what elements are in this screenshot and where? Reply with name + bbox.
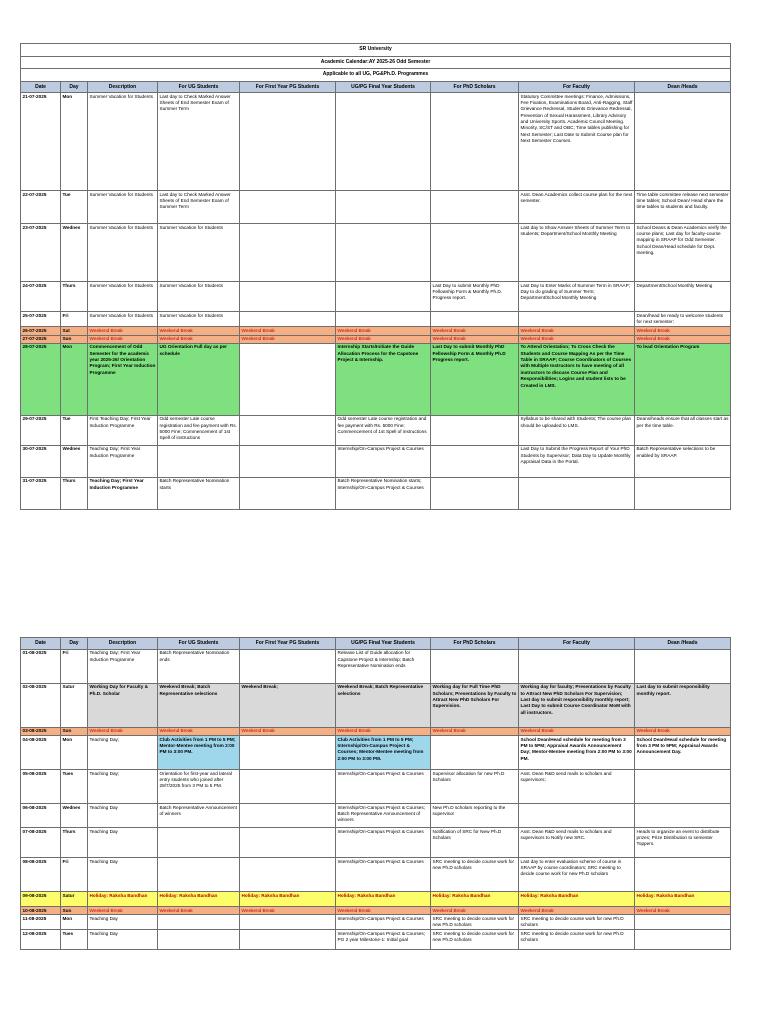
cell-final-year: Internship/On-Campus Project & Courses <box>336 915 431 930</box>
cell-ug: Club Activities from 1 PM to 5 PM; Mentor-Mentee meeting from 2:00 PM to 3:00 PM. <box>158 736 240 770</box>
cell-pg1: Weekend Break <box>240 335 336 343</box>
calendar-table-july <box>20 43 731 510</box>
cell-pg1 <box>240 770 336 804</box>
cell-pg1 <box>240 477 336 509</box>
cell-final-year: Internship/On-Campus Project & Courses; Batch Representative Announcement of winners <box>336 804 431 828</box>
cell-final-year: Weekend Break; Batch Representative selections <box>336 683 431 727</box>
table-row <box>21 727 731 735</box>
col-header-ug: For UG Students <box>158 81 240 93</box>
cell-description: Weekend Break <box>88 327 158 335</box>
table-row <box>21 915 731 930</box>
table-row <box>21 770 731 804</box>
cell-date: 06-08-2025 <box>21 804 61 828</box>
cell-faculty <box>519 312 635 327</box>
cell-date: 26-07-2025 <box>21 327 61 335</box>
col-header-dean: Dean /Heads <box>635 81 731 93</box>
table-row <box>21 415 731 445</box>
cell-ug: Batch Representative Announcement of winners <box>158 804 240 828</box>
cell-phd: SRC meeting to decide course work for new Ph.D scholars <box>431 858 519 892</box>
cell-day: Satur <box>61 683 88 727</box>
col-header-pg1: For First Year PG Students <box>240 81 336 93</box>
cell-dean: Last day to submit responsibility monthly report. <box>635 683 731 727</box>
cell-description: Holiday: Raksha Bandhan <box>88 892 158 907</box>
col-header-final-year: UG/PG Final Year Students <box>336 81 431 93</box>
cell-faculty: Weekend Break <box>519 907 635 915</box>
cell-description: Weekend Break <box>88 907 158 915</box>
cell-phd <box>431 445 519 477</box>
cell-day: Wednes <box>61 445 88 477</box>
cell-dean <box>635 477 731 509</box>
cell-final-year: Club Activities from 1 PM to 5 PM; Internship/On-Campus Project & Courses; Mentor-Mentee meeting from 2:00 PM to 3:00 PM. <box>336 736 431 770</box>
cell-phd: Weekend Break <box>431 727 519 735</box>
cell-day: Tue <box>61 191 88 224</box>
cell-ug: Orientation for first-year and lateral entry students who joined after 28/7/2025 from 3 PM to 5 PM. <box>158 770 240 804</box>
cell-description: Teaching Day <box>88 858 158 892</box>
cell-date: 02-08-2025 <box>21 683 61 727</box>
col-header-final-year: UG/PG Final Year Students <box>336 638 431 650</box>
cell-faculty: Weekend Break <box>519 327 635 335</box>
col-header-date: Date <box>21 81 61 93</box>
cell-pg1: Weekend Break <box>240 327 336 335</box>
university-name: SR University <box>21 44 731 57</box>
cell-final-year <box>336 191 431 224</box>
cell-pg1 <box>240 915 336 930</box>
cell-phd <box>431 93 519 191</box>
cell-description: Teaching Day; <box>88 770 158 804</box>
cell-date: 05-08-2025 <box>21 770 61 804</box>
cell-date: 29-07-2025 <box>21 415 61 445</box>
cell-final-year: Odd semester Late course registration and fee payment with Rs. 5000 Fine; Commencement of 1st Spell of instructions <box>336 415 431 445</box>
cell-dean <box>635 930 731 950</box>
calendar-title: Academic Calendar:AY 2025-26 Odd Semester <box>21 56 731 69</box>
cell-dean: Weekend Break <box>635 907 731 915</box>
cell-date: 07-08-2025 <box>21 828 61 858</box>
cell-phd: Last Day to submit Monthly PhD Fellowship Form & Monthly Ph.D Progress report. <box>431 343 519 415</box>
cell-day: Mon <box>61 915 88 930</box>
cell-description: Teaching Day; First Year Induction Programme <box>88 445 158 477</box>
col-header-dean: Dean /Heads <box>635 638 731 650</box>
cell-faculty: Last day to enter evaluation scheme of course in SRAAP by course coordinators; SRC meeting to decide course work for new Ph.D scholars <box>519 858 635 892</box>
cell-phd <box>431 477 519 509</box>
cell-faculty: Asst. Dean R&D send mails to scholars and supervisors; <box>519 770 635 804</box>
cell-ug: Batch Representative Nomination starts <box>158 477 240 509</box>
cell-description: Summer Vacation for Students <box>88 93 158 191</box>
cell-final-year: Weekend Break <box>336 327 431 335</box>
cell-phd <box>431 415 519 445</box>
cell-pg1: Weekend Break <box>240 907 336 915</box>
cell-ug: UG Orientation Full day as per schedule <box>158 343 240 415</box>
cell-dean: Heads to organize an event to distribute prizes; Prize Distribution to semester Toppers. <box>635 828 731 858</box>
cell-final-year <box>336 93 431 191</box>
table-row <box>21 93 731 191</box>
cell-pg1 <box>240 858 336 892</box>
cell-final-year: Internship Starts/Initiate the Guide Allocation Process for the Capstone Project & Internship. <box>336 343 431 415</box>
cell-description: Teaching Day; First Year Induction Programme <box>88 477 158 509</box>
cell-ug: Summer Vacation for Students <box>158 224 240 282</box>
cell-dean <box>635 804 731 828</box>
cell-dean: Deans/heads ensure that all classes start as per the time table. <box>635 415 731 445</box>
cell-dean <box>635 93 731 191</box>
table-row <box>21 335 731 343</box>
cell-day: Mon <box>61 343 88 415</box>
cell-day: Fri <box>61 858 88 892</box>
header-row <box>21 638 731 650</box>
cell-dean: Time table committee release next semester time tables; School Dean/ Head share the time tables to students and faculty. <box>635 191 731 224</box>
cell-day: Tues <box>61 930 88 950</box>
cell-day: Thurs <box>61 828 88 858</box>
cell-ug: Batch Representative Nomination ends <box>158 649 240 683</box>
cell-ug: Last day to Check Marked Answer Sheets of End Semester Exam of Summer Term <box>158 191 240 224</box>
cell-date: 27-07-2025 <box>21 335 61 343</box>
cell-final-year <box>336 224 431 282</box>
cell-faculty: Asst. Dean R&D send mails to scholars and supervisors to Notify new SRC. <box>519 828 635 858</box>
cell-phd <box>431 191 519 224</box>
cell-dean <box>635 915 731 930</box>
cell-dean <box>635 858 731 892</box>
cell-faculty: Syllabus to be shared with Students; The course plan should be uploaded to LMS. <box>519 415 635 445</box>
cell-dean: Batch Representative selections to be enabled by SRAAP. <box>635 445 731 477</box>
calendar-table-august <box>20 637 731 950</box>
cell-day: Tues <box>61 770 88 804</box>
cell-faculty: Weekend Break <box>519 335 635 343</box>
cell-pg1 <box>240 282 336 312</box>
col-header-date: Date <box>21 638 61 650</box>
col-header-day: Day <box>61 638 88 650</box>
cell-faculty: Statutory Committee meetings: Finance, Admissions, Fee Fixation, Examinations Board, Anti-Ragging, Staff Grievance Redressal, Students Grievance Redressal, Prevention of Sexual Harassment, Library Advisory and University Sports. Academic Council Meeting. Minority, SC/ST and OBC; Time tables publishing for Next Semester; Last Date to Submit Course plan for Next Semester Courses. <box>519 93 635 191</box>
cell-day: Fri <box>61 649 88 683</box>
cell-day: Sun <box>61 907 88 915</box>
cell-ug: Odd semester Late course registration and fee payment with Rs. 5000 Fine; Commencement of 1st Spell of instructions <box>158 415 240 445</box>
cell-date: 09-08-2025 <box>21 892 61 907</box>
cell-phd: Supervisor allocation for new Ph.D Scholars <box>431 770 519 804</box>
table-row <box>21 312 731 327</box>
cell-ug: Last day to Check Marked Answer Sheets of End Semester Exam of Summer Term <box>158 93 240 191</box>
cell-pg1 <box>240 415 336 445</box>
cell-ug <box>158 445 240 477</box>
cell-dean <box>635 649 731 683</box>
cell-phd: New Ph.D scholars reporting to the supervisor <box>431 804 519 828</box>
cell-phd: SRC meeting to decide course work for new Ph.D scholars <box>431 915 519 930</box>
cell-dean: To lead Orientation Program <box>635 343 731 415</box>
cell-day: Satur <box>61 892 88 907</box>
cell-description: Summer Vacation for Students <box>88 224 158 282</box>
cell-ug <box>158 858 240 892</box>
cell-final-year: Internship/On-Campus Project & Courses; PG 2 year Milestone-1: Initial goal <box>336 930 431 950</box>
cell-ug: Summer Vacation for Students <box>158 312 240 327</box>
cell-dean: Department/School Monthly Meeting <box>635 282 731 312</box>
cell-phd: Notification of SRC for New Ph.D Scholars <box>431 828 519 858</box>
table-row <box>21 327 731 335</box>
cell-faculty <box>519 804 635 828</box>
cell-dean <box>635 770 731 804</box>
cell-dean: School Dean/Head schedule for meeting from 3 PM to 5PM; Appraisal Awards Announcement Day. <box>635 736 731 770</box>
cell-phd: Weekend Break <box>431 327 519 335</box>
header-row <box>21 81 731 93</box>
cell-dean: Dean/head be ready to welcome students for next semester; <box>635 312 731 327</box>
cell-dean: School Deans & Dean Academics verify the course plans; Last day for faculty-course mapping in SRAAP for Odd Semester. School Dean/Head schedule for Dept. meeting. <box>635 224 731 282</box>
cell-description: Commencement of Odd Semester for the academic year 2025-26/ Orientation Program; First Year Induction Programme <box>88 343 158 415</box>
table-row <box>21 343 731 415</box>
cell-date: 21-07-2025 <box>21 93 61 191</box>
table-row <box>21 907 731 915</box>
table-row <box>21 828 731 858</box>
cell-day: Wednes <box>61 224 88 282</box>
cell-ug <box>158 930 240 950</box>
col-header-phd: For PhD Scholars <box>431 81 519 93</box>
cell-date: 30-07-2025 <box>21 445 61 477</box>
cell-pg1: Weekend Break; <box>240 683 336 727</box>
cell-faculty: School Dean/Head schedule for meeting from 3 PM to 5PM; Appraisal Awards Announcement Day; Mentor-Mentee meeting from 2:00 PM to 3:00 PM. <box>519 736 635 770</box>
cell-pg1: Holiday: Raksha Bandhan <box>240 892 336 907</box>
cell-date: 23-07-2025 <box>21 224 61 282</box>
cell-day: Fri <box>61 312 88 327</box>
cell-ug: Weekend Break <box>158 335 240 343</box>
cell-phd: Holiday: Raksha Bandhan <box>431 892 519 907</box>
cell-phd <box>431 649 519 683</box>
cell-day: Sat <box>61 327 88 335</box>
cell-final-year: Batch Representative Nomination starts; Internship/On-Campus Project & Courses <box>336 477 431 509</box>
cell-final-year <box>336 282 431 312</box>
cell-date: 28-07-2025 <box>21 343 61 415</box>
cell-faculty: SRC meeting to decide course work for new Ph.D scholars <box>519 930 635 950</box>
cell-faculty: Last Day to Submit the Progress Report of Your PhD Students by Supervisor; Data Day to Update Monthly Appraisal Data in the Portal. <box>519 445 635 477</box>
cell-dean: Holiday: Raksha Bandhan <box>635 892 731 907</box>
cell-pg1 <box>240 804 336 828</box>
cell-dean: Weekend Break <box>635 727 731 735</box>
col-header-ug: For UG Students <box>158 638 240 650</box>
cell-faculty <box>519 649 635 683</box>
cell-description: Weekend Break <box>88 335 158 343</box>
table-row <box>21 930 731 950</box>
cell-phd <box>431 224 519 282</box>
cell-date: 25-07-2025 <box>21 312 61 327</box>
cell-day: Sun <box>61 727 88 735</box>
col-header-day: Day <box>61 81 88 93</box>
cell-final-year: Release List of Guide allocation for Capstone Project & Internship; Batch Representative Nomination ends <box>336 649 431 683</box>
cell-faculty: SRC meeting to decide course work for new Ph.D scholars <box>519 915 635 930</box>
cell-description: Summer Vacation for Students <box>88 282 158 312</box>
cell-pg1 <box>240 649 336 683</box>
table-row <box>21 224 731 282</box>
cell-pg1 <box>240 312 336 327</box>
cell-ug: Weekend Break <box>158 327 240 335</box>
cell-description: Weekend Break <box>88 727 158 735</box>
calendar-applicability: Applicable to all UG, PG&Ph.D. Programmes <box>21 69 731 82</box>
cell-faculty: Asst. Dean Academics collect course plan for the next semester. <box>519 191 635 224</box>
cell-day: Thurs <box>61 477 88 509</box>
cell-ug <box>158 915 240 930</box>
cell-description: Teaching Day <box>88 804 158 828</box>
cell-day: Sun <box>61 335 88 343</box>
cell-pg1: Weekend Break <box>240 727 336 735</box>
table-row <box>21 858 731 892</box>
cell-day: Thurs <box>61 282 88 312</box>
cell-ug: Weekend Break; Batch Representative selections <box>158 683 240 727</box>
cell-final-year: Weekend Break <box>336 727 431 735</box>
cell-description: Summer Vacation for Students <box>88 191 158 224</box>
cell-description: Teaching Day; <box>88 736 158 770</box>
cell-date: 03-08-2025 <box>21 727 61 735</box>
cell-ug: Weekend Break <box>158 907 240 915</box>
cell-phd: Last Day to submit Monthly PhD Fellowship Form & Monthly Ph.D. Progress report. <box>431 282 519 312</box>
cell-description: Working Day for Faculty & Ph.D. Scholar <box>88 683 158 727</box>
cell-final-year: Weekend Break <box>336 907 431 915</box>
cell-faculty: Working day for faculty; Presentations by Faculty to Attract New PhD Scholars For Supervision; Last day to submit responsibility monthly report; Last Day to submit Course Coordinator MoM with all instructors. <box>519 683 635 727</box>
table-row <box>21 683 731 727</box>
table-row <box>21 445 731 477</box>
table-row <box>21 477 731 509</box>
cell-phd <box>431 312 519 327</box>
cell-date: 22-07-2025 <box>21 191 61 224</box>
table-row <box>21 191 731 224</box>
cell-day: Mon <box>61 736 88 770</box>
cell-pg1 <box>240 93 336 191</box>
cell-faculty: Last day to Show Answer Sheets of Summer Term to students; Department/School Monthly Meeting <box>519 224 635 282</box>
table-row <box>21 892 731 907</box>
cell-final-year: Weekend Break <box>336 335 431 343</box>
cell-description: Teaching Day <box>88 828 158 858</box>
cell-date: 24-07-2025 <box>21 282 61 312</box>
cell-date: 04-08-2025 <box>21 736 61 770</box>
cell-dean: Weekend Break <box>635 335 731 343</box>
cell-faculty: To Attend Orientation; To Cross Check the Students and Course Mapping As per the Time Table in SRAAP; Course Coordinators of Courses with Multiple Instructors to have meeting of all instructors to discuss Course Plan and Responsibilities; Logins and student lists to be Created in LMS. <box>519 343 635 415</box>
cell-date: 11-08-2025 <box>21 915 61 930</box>
cell-date: 08-08-2025 <box>21 858 61 892</box>
cell-description: Teaching Day <box>88 930 158 950</box>
cell-phd: Weekend Break <box>431 907 519 915</box>
cell-faculty <box>519 477 635 509</box>
col-header-pg1: For First Year PG Students <box>240 638 336 650</box>
cell-date: 12-08-2025 <box>21 930 61 950</box>
cell-phd: Working day for Full Time PhD Scholars; Presentations by Faculty to Attract New PhD Scholars For Supervision. <box>431 683 519 727</box>
cell-final-year: Internship/On-Campus Project & Courses <box>336 445 431 477</box>
cell-phd <box>431 736 519 770</box>
cell-description: Teaching Day; First Year Induction Programme <box>88 649 158 683</box>
cell-faculty: Weekend Break <box>519 727 635 735</box>
cell-day: Wednes <box>61 804 88 828</box>
cell-phd: Weekend Break <box>431 335 519 343</box>
cell-description: Teaching Day <box>88 915 158 930</box>
cell-ug: Weekend Break <box>158 727 240 735</box>
cell-pg1 <box>240 930 336 950</box>
cell-ug: Holiday: Raksha Bandhan <box>158 892 240 907</box>
cell-description: Summer Vacation for Students <box>88 312 158 327</box>
cell-description: First Teaching Day; First Year Induction Programme <box>88 415 158 445</box>
cell-ug: Summer Vacation for Students <box>158 282 240 312</box>
cell-final-year: Holiday: Raksha Bandhan <box>336 892 431 907</box>
cell-pg1 <box>240 736 336 770</box>
cell-phd: SRC meeting to decide course work for new Ph.D scholars <box>431 930 519 950</box>
cell-faculty: Holiday: Raksha Bandhan <box>519 892 635 907</box>
cell-pg1 <box>240 828 336 858</box>
cell-date: 01-08-2025 <box>21 649 61 683</box>
cell-pg1 <box>240 224 336 282</box>
col-header-faculty: For Faculty <box>519 81 635 93</box>
cell-pg1 <box>240 191 336 224</box>
table-row <box>21 282 731 312</box>
cell-faculty: Last Day to Enter Marks of Summer Term in SRAAP; Day to do grading of Summer Term; Department/School Monthly Meeting <box>519 282 635 312</box>
cell-final-year: Internship/On-Campus Project & Courses <box>336 828 431 858</box>
col-header-phd: For PhD Scholars <box>431 638 519 650</box>
cell-day: Tue <box>61 415 88 445</box>
table-row <box>21 736 731 770</box>
cell-pg1 <box>240 445 336 477</box>
cell-pg1 <box>240 343 336 415</box>
col-header-description: Description <box>88 638 158 650</box>
cell-final-year <box>336 312 431 327</box>
cell-date: 31-07-2025 <box>21 477 61 509</box>
table-row <box>21 804 731 828</box>
col-header-faculty: For Faculty <box>519 638 635 650</box>
table-row <box>21 649 731 683</box>
cell-ug <box>158 828 240 858</box>
cell-final-year: Internship/On-Campus Project & Courses <box>336 858 431 892</box>
col-header-description: Description <box>88 81 158 93</box>
cell-date: 10-08-2025 <box>21 907 61 915</box>
cell-dean: Weekend Break <box>635 327 731 335</box>
cell-day: Mon <box>61 93 88 191</box>
cell-final-year: Internship/On-Campus Project & Courses <box>336 770 431 804</box>
